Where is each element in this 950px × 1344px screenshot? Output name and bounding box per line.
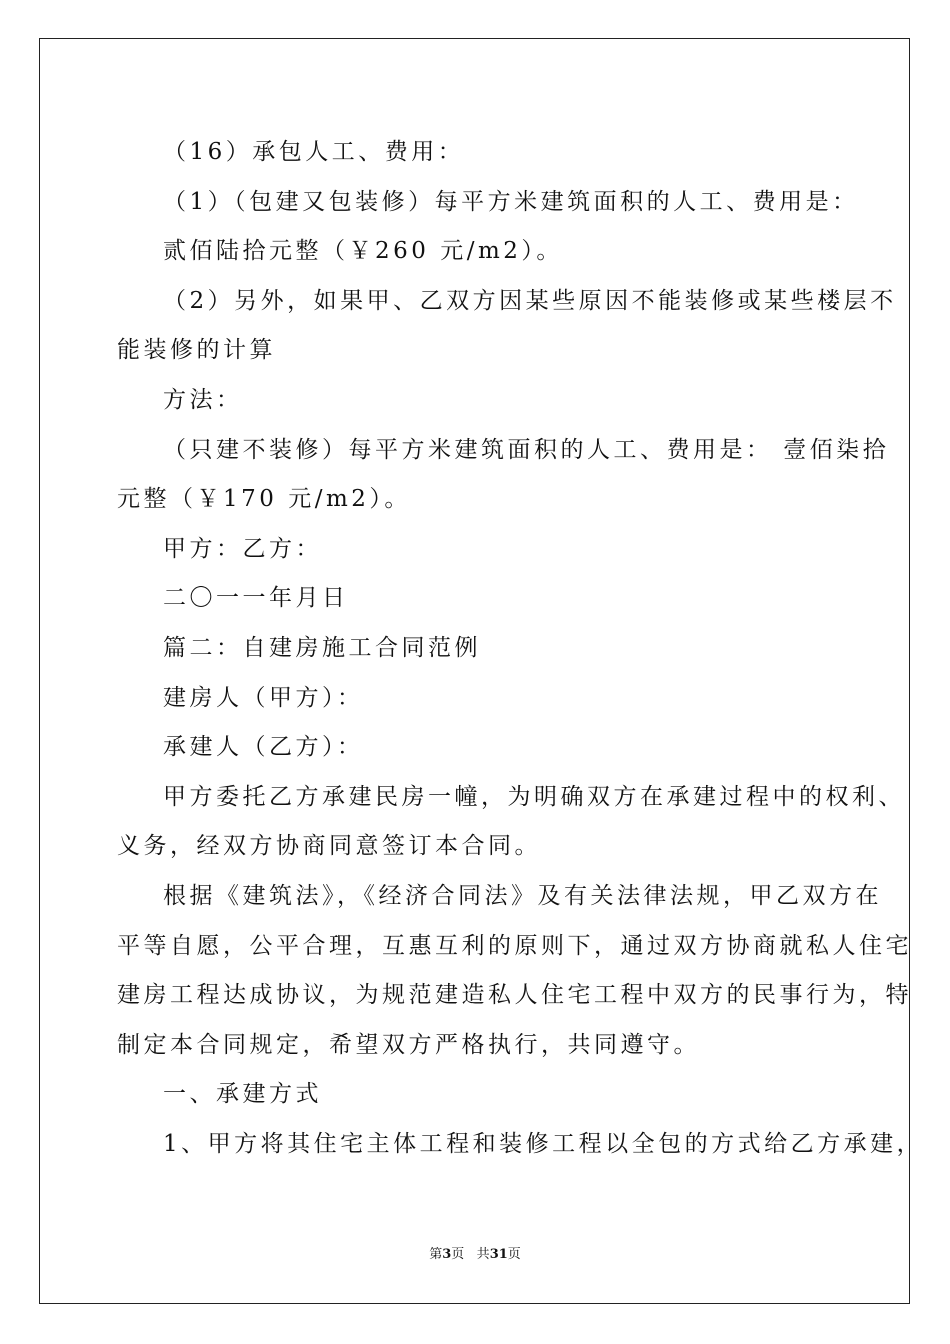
total-pages: 31	[489, 1247, 508, 1262]
footer-total-prefix: 共	[476, 1247, 490, 1262]
page-number: 3	[442, 1247, 452, 1262]
paragraph-line: 能装修的计算	[117, 337, 276, 364]
paragraph-line: （只建不装修）每平方米建筑面积的人工、费用是： 壹佰柒拾	[163, 436, 890, 463]
paragraph-line: 元整（￥170 元/m2）。	[117, 486, 411, 513]
paragraph-line: 义务，经双方协商同意签订本合同。	[117, 833, 541, 860]
footer-prefix: 第	[429, 1247, 443, 1262]
paragraph-line: （2）另外，如果甲、乙双方因某些原因不能装修或某些楼层不	[163, 287, 897, 314]
paragraph-line: 方法：	[163, 386, 243, 413]
paragraph-line: 建房工程达成协议，为规范建造私人住宅工程中双方的民事行为，特	[117, 982, 912, 1009]
paragraph-line: 甲方委托乙方承建民房一幢，为明确双方在承建过程中的权利、	[163, 783, 905, 810]
paragraph-line: 根据《建筑法》，《经济合同法》及有关法律法规，甲乙双方在	[163, 882, 882, 909]
paragraph-line: 甲方：乙方：	[163, 535, 322, 562]
paragraph-line: 承建人（乙方）：	[163, 734, 364, 761]
paragraph-line: 二〇一一年月日	[163, 585, 349, 612]
document-body	[117, 128, 924, 1169]
section-heading: 一、承建方式	[163, 1081, 322, 1108]
paragraph-line: 建房人（甲方）：	[163, 684, 364, 711]
footer-total-unit: 页	[507, 1247, 521, 1262]
paragraph-line: 1、甲方将其住宅主体工程和装修工程以全包的方式给乙方承建，	[163, 1130, 924, 1157]
paragraph-line: 平等自愿，公平合理，互惠互利的原则下，通过双方协商就私人住宅	[117, 932, 912, 959]
paragraph-line: （16）承包人工、费用：	[163, 139, 465, 165]
footer-page-unit: 页	[451, 1247, 465, 1262]
paragraph-line: （1）（包建又包装修）每平方米建筑面积的人工、费用是：	[163, 188, 859, 215]
paragraph-line: 制定本合同规定，希望双方严格执行，共同遵守。	[117, 1031, 700, 1058]
section-heading: 篇二：自建房施工合同范例	[163, 634, 481, 661]
paragraph-line: 贰佰陆拾元整（￥260 元/m2）。	[163, 238, 563, 265]
page-footer	[0, 1243, 950, 1262]
